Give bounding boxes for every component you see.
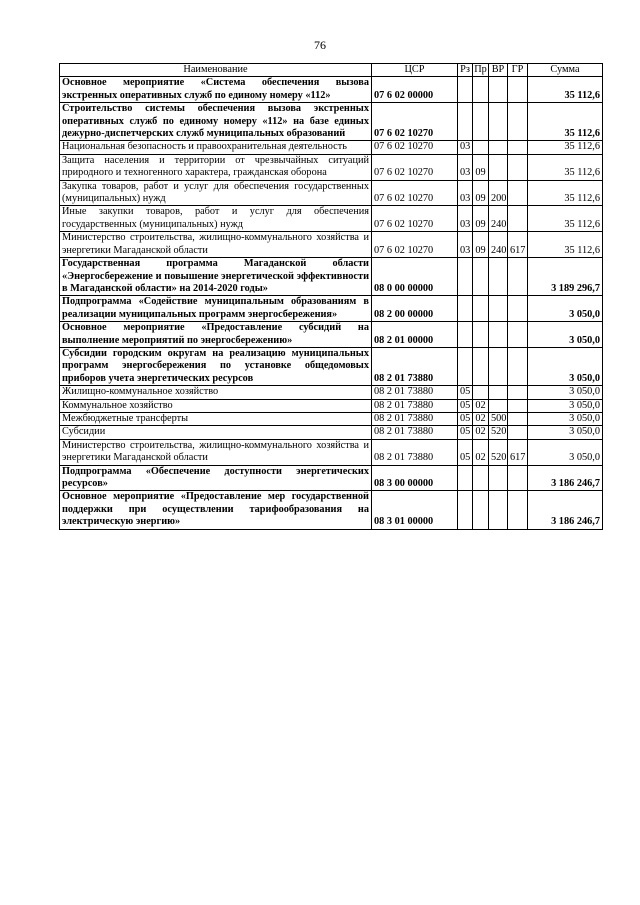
row-gr: [508, 103, 528, 141]
row-gr: [508, 491, 528, 529]
row-sum: 3 186 246,7: [528, 491, 603, 529]
row-gr: [508, 399, 528, 412]
header-gr: ГР: [508, 64, 528, 77]
row-name: Министерство строительства, жилищно-коммунального хозяйства и энергетики Магаданской области: [60, 232, 372, 258]
row-csr: 08 3 00 00000: [372, 465, 458, 491]
row-gr: [508, 296, 528, 322]
row-rz: [458, 258, 473, 296]
row-name: Иные закупки товаров, работ и услуг для обеспечения государственных (муниципальных) нужд: [60, 206, 372, 232]
row-sum: 35 112,6: [528, 232, 603, 258]
row-name: Государственная программа Магаданской области «Энергосбережение и повышение энергетической эффективности в Магаданской области» на 2014-2020 годы»: [60, 258, 372, 296]
row-vr: [489, 103, 508, 141]
row-sum: 3 050,0: [528, 399, 603, 412]
row-name: Закупка товаров, работ и услуг для обеспечения государственных (муниципальных) нужд: [60, 180, 372, 206]
row-pr: 02: [473, 439, 489, 465]
row-name: Коммунальное хозяйство: [60, 399, 372, 412]
row-sum: 3 050,0: [528, 296, 603, 322]
row-gr: [508, 141, 528, 154]
row-pr: 09: [473, 154, 489, 180]
row-rz: 03: [458, 180, 473, 206]
row-gr: [508, 258, 528, 296]
table-row: [60, 491, 603, 529]
row-sum: 3 050,0: [528, 439, 603, 465]
row-gr: [508, 412, 528, 425]
row-rz: [458, 77, 473, 103]
row-gr: [508, 77, 528, 103]
row-name: Подпрограмма «Обеспечение доступности энергетических ресурсов»: [60, 465, 372, 491]
row-vr: 240: [489, 206, 508, 232]
row-sum: 35 112,6: [528, 180, 603, 206]
row-pr: 09: [473, 180, 489, 206]
row-sum: 3 186 246,7: [528, 465, 603, 491]
row-csr: 08 2 01 73880: [372, 412, 458, 425]
row-csr: 08 2 01 00000: [372, 322, 458, 348]
row-sum: 35 112,6: [528, 154, 603, 180]
row-csr: 07 6 02 00000: [372, 77, 458, 103]
row-pr: [473, 347, 489, 385]
row-vr: 500: [489, 412, 508, 425]
table-row: [60, 206, 603, 232]
row-gr: [508, 180, 528, 206]
table-row: [60, 347, 603, 385]
row-name: Субсидии: [60, 426, 372, 439]
table-row: [60, 296, 603, 322]
row-pr: [473, 322, 489, 348]
row-name: Министерство строительства, жилищно-коммунального хозяйства и энергетики Магаданской области: [60, 439, 372, 465]
row-pr: 02: [473, 399, 489, 412]
row-csr: 08 2 01 73880: [372, 439, 458, 465]
row-name: Основное мероприятие «Предоставление субсидий на выполнение мероприятий по энергосбережению»: [60, 322, 372, 348]
row-rz: [458, 347, 473, 385]
row-gr: [508, 386, 528, 399]
table-body: [60, 77, 603, 529]
row-vr: [489, 296, 508, 322]
table-row: [60, 322, 603, 348]
row-csr: 07 6 02 10270: [372, 206, 458, 232]
table-header-row: [60, 64, 603, 77]
row-pr: 02: [473, 412, 489, 425]
page-number: 76: [314, 38, 326, 52]
row-csr: 07 6 02 10270: [372, 141, 458, 154]
row-name: Жилищно-коммунальное хозяйство: [60, 386, 372, 399]
row-rz: 05: [458, 426, 473, 439]
row-sum: 3 050,0: [528, 426, 603, 439]
row-pr: [473, 77, 489, 103]
row-rz: [458, 491, 473, 529]
row-csr: 07 6 02 10270: [372, 103, 458, 141]
table-row: [60, 232, 603, 258]
row-rz: 05: [458, 439, 473, 465]
table-row: [60, 465, 603, 491]
table-row: [60, 399, 603, 412]
row-pr: [473, 491, 489, 529]
header-vr: ВР: [489, 64, 508, 77]
row-csr: 07 6 02 10270: [372, 180, 458, 206]
row-rz: [458, 296, 473, 322]
row-pr: 02: [473, 426, 489, 439]
row-vr: 520: [489, 439, 508, 465]
row-rz: [458, 322, 473, 348]
row-gr: [508, 154, 528, 180]
row-vr: [489, 141, 508, 154]
row-csr: 08 2 00 00000: [372, 296, 458, 322]
row-rz: 05: [458, 412, 473, 425]
row-name: Межбюджетные трансферты: [60, 412, 372, 425]
row-vr: 240: [489, 232, 508, 258]
row-sum: 3 050,0: [528, 347, 603, 385]
table-row: [60, 386, 603, 399]
row-vr: [489, 77, 508, 103]
row-rz: [458, 465, 473, 491]
row-name: Защита населения и территории от чрезвычайных ситуаций природного и техногенного характера, гражданская оборона: [60, 154, 372, 180]
row-gr: [508, 206, 528, 232]
row-pr: [473, 465, 489, 491]
row-pr: [473, 258, 489, 296]
row-rz: 03: [458, 154, 473, 180]
header-name: Наименование: [60, 64, 372, 77]
row-rz: 05: [458, 399, 473, 412]
row-vr: [489, 347, 508, 385]
row-name: Субсидии городским округам на реализацию муниципальных программ энергосбережения по установке общедомовых приборов учета энергетических ресурсов: [60, 347, 372, 385]
row-sum: 35 112,6: [528, 103, 603, 141]
row-csr: 08 2 01 73880: [372, 386, 458, 399]
row-sum: 35 112,6: [528, 77, 603, 103]
row-name: Подпрограмма «Содействие муниципальным образованиям в реализации муниципальных программ энергосбережения»: [60, 296, 372, 322]
row-name: Строительство системы обеспечения вызова экстренных оперативных служб по единому номеру «112» на базе единых дежурно-диспетчерских служб муниципальных образований: [60, 103, 372, 141]
row-vr: [489, 154, 508, 180]
row-rz: 05: [458, 386, 473, 399]
table-row: [60, 154, 603, 180]
row-vr: [489, 258, 508, 296]
row-vr: [489, 386, 508, 399]
row-gr: [508, 322, 528, 348]
row-name: Национальная безопасность и правоохранительная деятельность: [60, 141, 372, 154]
row-sum: 3 189 296,7: [528, 258, 603, 296]
row-sum: 3 050,0: [528, 322, 603, 348]
row-vr: 200: [489, 180, 508, 206]
row-gr: [508, 426, 528, 439]
row-gr: 617: [508, 232, 528, 258]
row-rz: 03: [458, 206, 473, 232]
row-gr: [508, 465, 528, 491]
table-row: [60, 412, 603, 425]
row-name: Основное мероприятие «Система обеспечения вызова экстренных оперативных служб по единому номеру «112»: [60, 77, 372, 103]
row-vr: [489, 322, 508, 348]
header-rz: Рз: [458, 64, 473, 77]
row-csr: 08 0 00 00000: [372, 258, 458, 296]
row-vr: [489, 399, 508, 412]
row-pr: 09: [473, 206, 489, 232]
header-sum: Сумма: [528, 64, 603, 77]
row-csr: 08 2 01 73880: [372, 399, 458, 412]
row-sum: 3 050,0: [528, 412, 603, 425]
row-gr: 617: [508, 439, 528, 465]
row-vr: [489, 465, 508, 491]
row-csr: 08 3 01 00000: [372, 491, 458, 529]
table-row: [60, 77, 603, 103]
row-csr: 08 2 01 73880: [372, 347, 458, 385]
row-pr: 09: [473, 232, 489, 258]
budget-table: [59, 63, 603, 530]
row-gr: [508, 347, 528, 385]
row-pr: [473, 386, 489, 399]
row-vr: [489, 491, 508, 529]
row-csr: 08 2 01 73880: [372, 426, 458, 439]
row-vr: 520: [489, 426, 508, 439]
table-row: [60, 141, 603, 154]
row-csr: 07 6 02 10270: [372, 154, 458, 180]
row-pr: [473, 296, 489, 322]
row-csr: 07 6 02 10270: [372, 232, 458, 258]
row-pr: [473, 103, 489, 141]
row-sum: 3 050,0: [528, 386, 603, 399]
row-sum: 35 112,6: [528, 141, 603, 154]
table-row: [60, 180, 603, 206]
table-row: [60, 439, 603, 465]
row-pr: [473, 141, 489, 154]
table-row: [60, 258, 603, 296]
row-sum: 35 112,6: [528, 206, 603, 232]
row-rz: 03: [458, 232, 473, 258]
table-row: [60, 426, 603, 439]
row-rz: [458, 103, 473, 141]
header-csr: ЦСР: [372, 64, 458, 77]
row-rz: 03: [458, 141, 473, 154]
header-pr: Пр: [474, 64, 487, 75]
row-name: Основное мероприятие «Предоставление мер государственной поддержки при осуществлении тарифообразования на электрическую энергию»: [60, 491, 372, 529]
table-row: [60, 103, 603, 141]
